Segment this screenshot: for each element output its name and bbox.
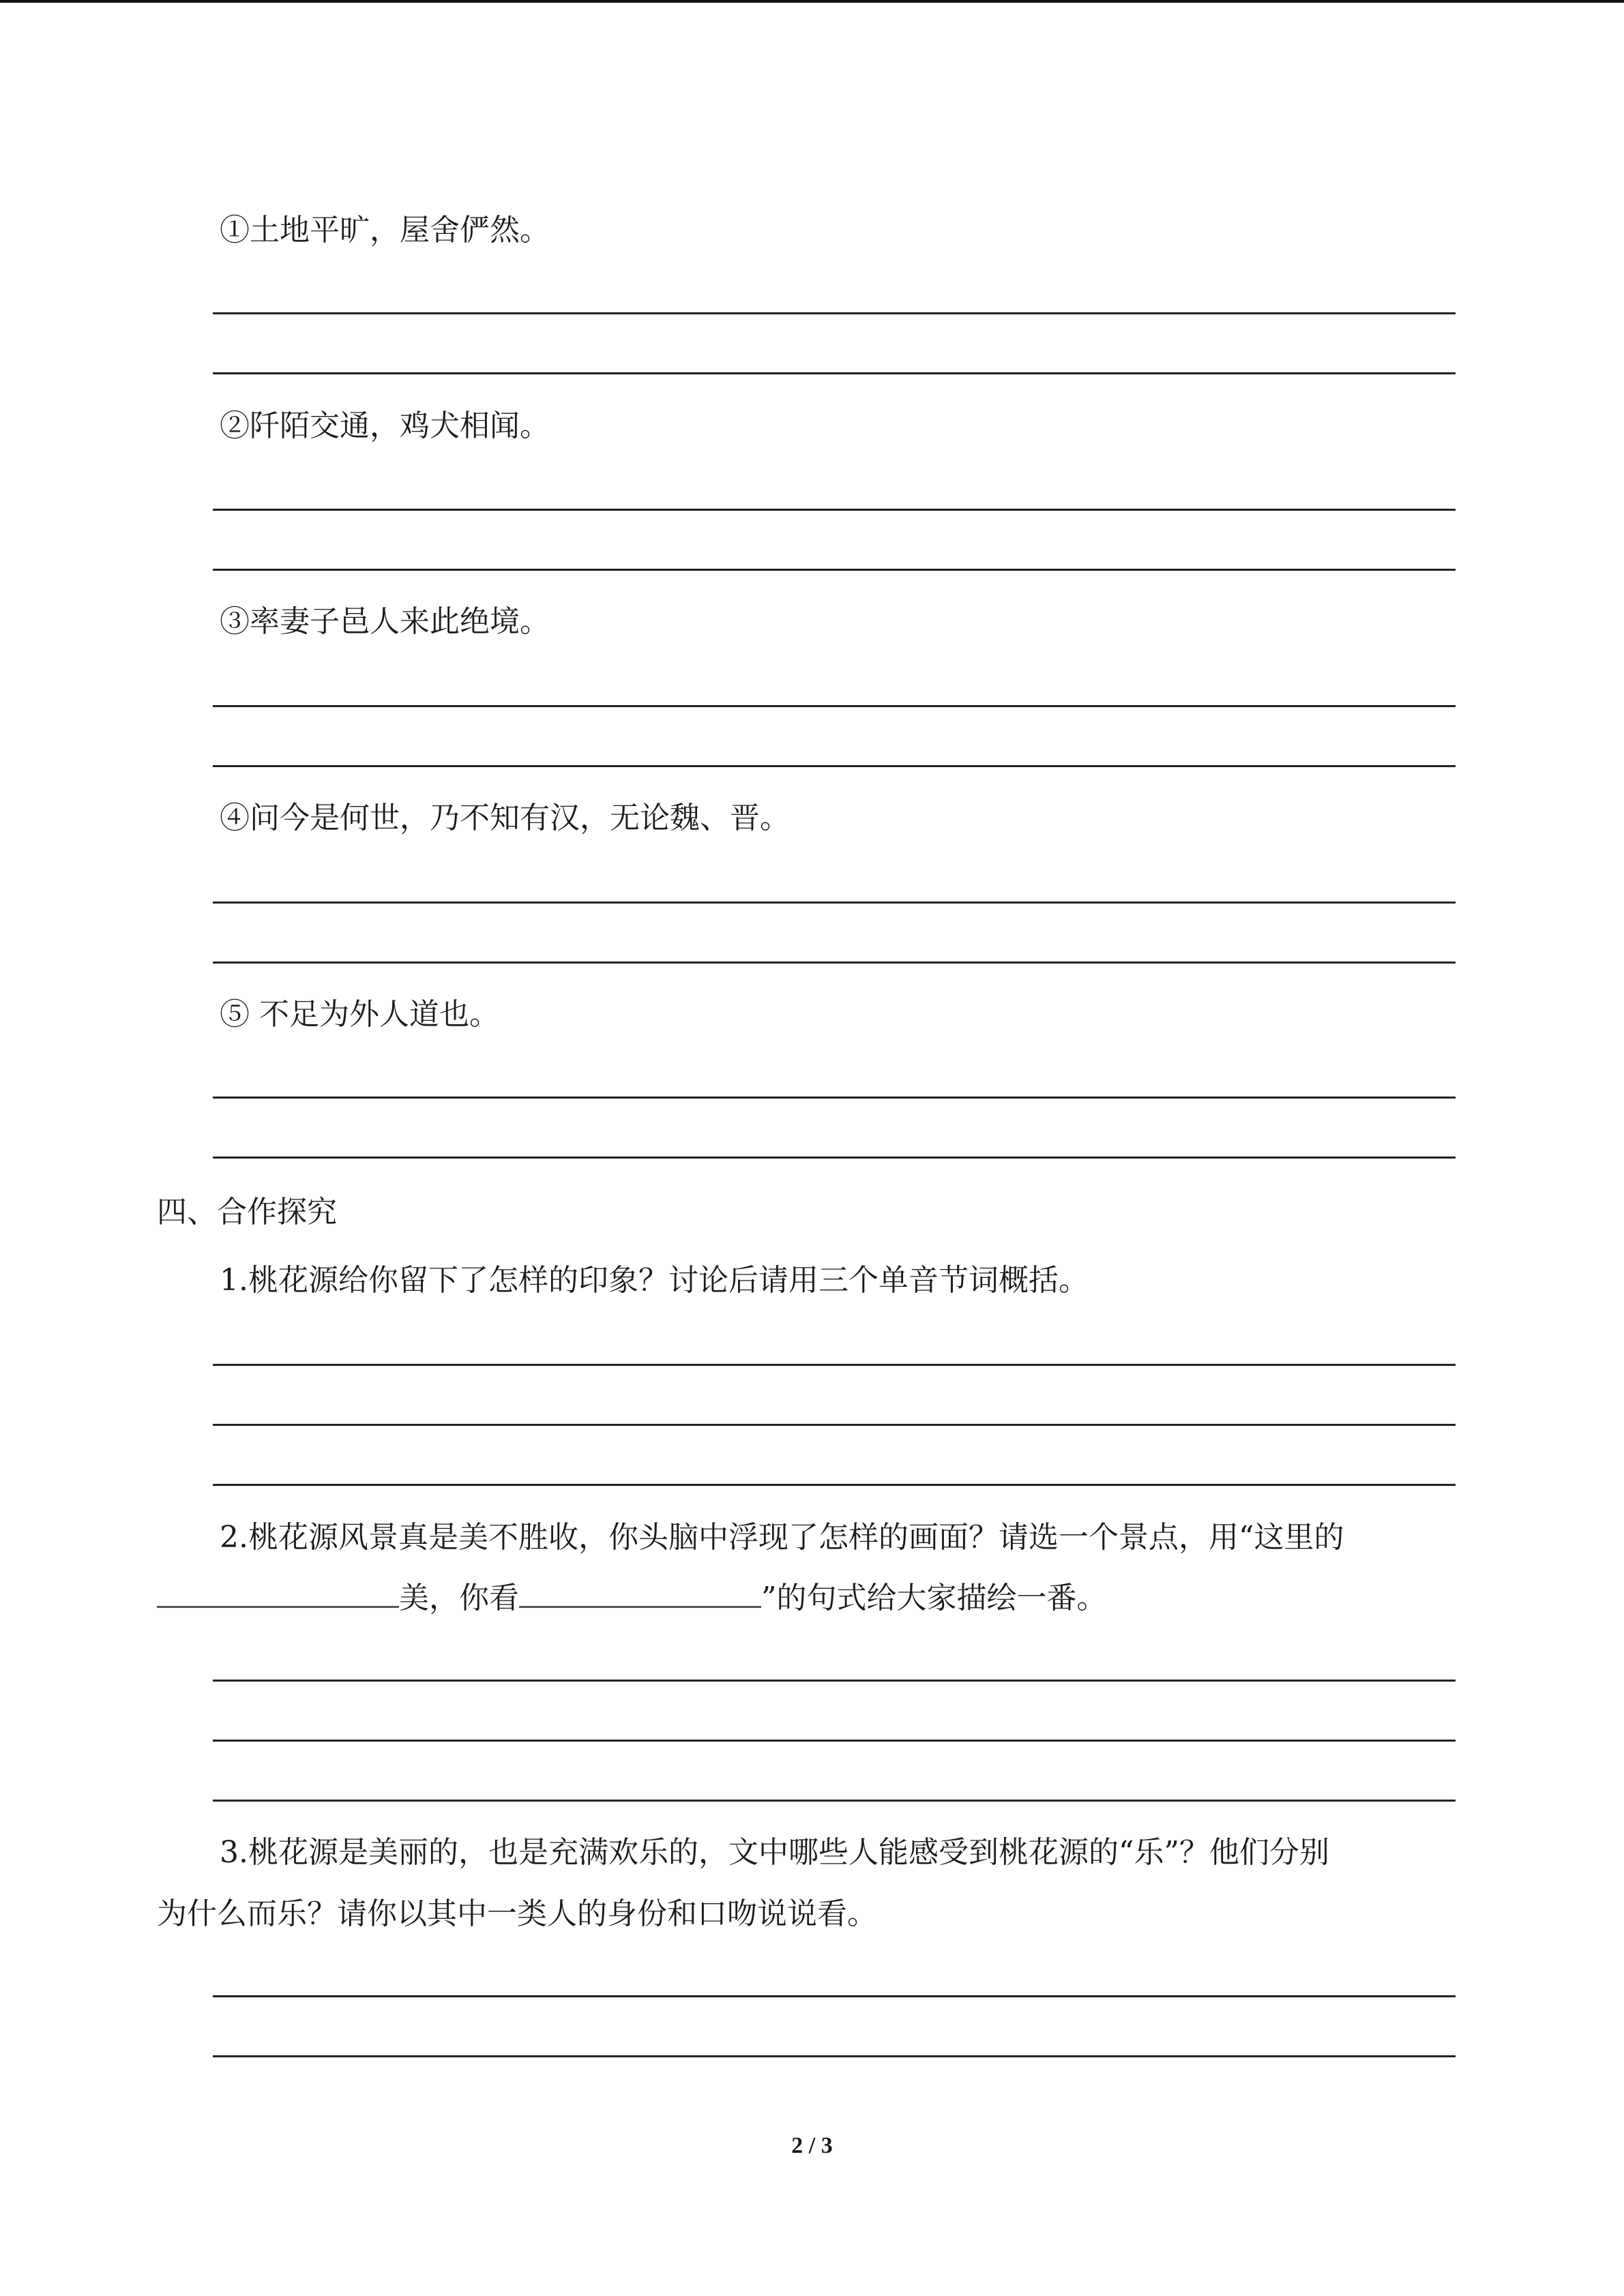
answer-line[interactable] — [213, 1740, 1456, 1742]
answer-line[interactable] — [213, 901, 1456, 904]
item-4-text: ④问今是何世，乃不知有汉，无论魏、晋。 — [220, 801, 790, 835]
answer-line[interactable] — [213, 569, 1456, 571]
question-3-line-1: 3.桃花源是美丽的，也是充满欢乐的，文中哪些人能感受到桃花源的“乐”？他们分别 — [220, 1835, 1329, 1870]
answer-line[interactable] — [213, 372, 1456, 374]
item-5-text: ⑤ 不足为外人道也。 — [220, 997, 499, 1032]
question-2-line-1: 2.桃花源风景真是美不胜收，你头脑中浮现了怎样的画面？请选一个景点，用“这里的 — [220, 1520, 1344, 1555]
answer-line[interactable] — [213, 1680, 1456, 1682]
page-top-border — [0, 0, 1624, 3]
answer-line[interactable] — [213, 1364, 1456, 1366]
answer-line[interactable] — [213, 961, 1456, 964]
fill-in-blank[interactable] — [519, 1579, 761, 1608]
answer-line[interactable] — [213, 1995, 1456, 1997]
page-number: 2 / 3 — [791, 2133, 833, 2158]
answer-line[interactable] — [213, 1424, 1456, 1426]
question-2-end-text: ”的句式给大家描绘一番。 — [761, 1581, 1107, 1615]
question-2-line-2 — [157, 1579, 1107, 1617]
answer-line[interactable] — [213, 312, 1456, 314]
answer-line[interactable] — [213, 1097, 1456, 1099]
answer-line[interactable] — [213, 705, 1456, 707]
question-2-mid-text: 美，你看 — [399, 1581, 519, 1615]
section-heading: 四、合作探究 — [157, 1195, 337, 1229]
fill-in-blank[interactable] — [157, 1579, 399, 1608]
answer-line[interactable] — [213, 765, 1456, 767]
answer-line[interactable] — [213, 509, 1456, 511]
answer-line[interactable] — [213, 1157, 1456, 1159]
answer-line[interactable] — [213, 2055, 1456, 2057]
question-3-line-2: 为什么而乐？请你以其中一类人的身份和口吻说说看。 — [157, 1896, 877, 1931]
item-3-text: ③率妻子邑人来此绝境。 — [220, 604, 550, 639]
answer-line[interactable] — [213, 1484, 1456, 1486]
item-2-text: ②阡陌交通，鸡犬相闻。 — [220, 408, 550, 443]
question-1-text: 1.桃花源给你留下了怎样的印象？讨论后请用三个单音节词概括。 — [220, 1263, 1089, 1298]
answer-line[interactable] — [213, 1800, 1456, 1802]
item-1-text: ①土地平旷，屋舍俨然。 — [220, 213, 550, 248]
